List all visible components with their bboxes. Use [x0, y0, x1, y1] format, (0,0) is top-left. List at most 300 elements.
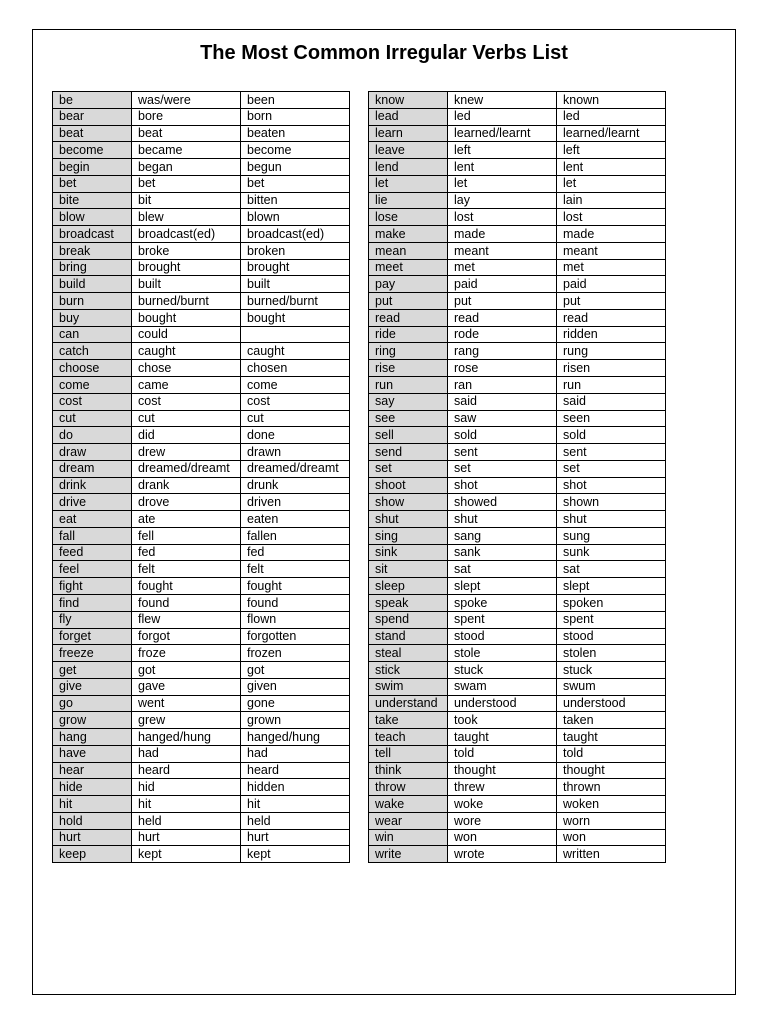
- past-participle-cell: done: [241, 427, 350, 444]
- past-simple-cell: showed: [448, 494, 557, 511]
- past-simple-cell: flew: [132, 611, 241, 628]
- table-row: [369, 527, 666, 544]
- table-row: [369, 729, 666, 746]
- past-participle-cell: left: [557, 142, 666, 159]
- past-participle-cell: shut: [557, 511, 666, 528]
- past-participle-cell: fed: [241, 544, 350, 561]
- table-row: [369, 762, 666, 779]
- table-row: [369, 745, 666, 762]
- table-row: [53, 343, 350, 360]
- base-form-cell: sing: [369, 527, 448, 544]
- past-simple-cell: rode: [448, 326, 557, 343]
- base-form-cell: drink: [53, 477, 132, 494]
- past-simple-cell: set: [448, 460, 557, 477]
- table-row: [369, 343, 666, 360]
- base-form-cell: break: [53, 242, 132, 259]
- base-form-cell: sell: [369, 427, 448, 444]
- past-simple-cell: threw: [448, 779, 557, 796]
- table-row: [53, 662, 350, 679]
- base-form-cell: hear: [53, 762, 132, 779]
- past-simple-cell: ran: [448, 377, 557, 394]
- table-row: [53, 695, 350, 712]
- past-participle-cell: been: [241, 92, 350, 109]
- past-participle-cell: kept: [241, 846, 350, 863]
- table-row: [369, 511, 666, 528]
- past-simple-cell: made: [448, 226, 557, 243]
- base-form-cell: wear: [369, 812, 448, 829]
- table-row: [369, 242, 666, 259]
- past-simple-cell: sent: [448, 444, 557, 461]
- table-row: [53, 812, 350, 829]
- table-row: [369, 796, 666, 813]
- past-participle-cell: sunk: [557, 544, 666, 561]
- past-participle-cell: thrown: [557, 779, 666, 796]
- past-participle-cell: seen: [557, 410, 666, 427]
- past-simple-cell: forgot: [132, 628, 241, 645]
- table-row: [53, 779, 350, 796]
- base-form-cell: blow: [53, 209, 132, 226]
- past-simple-cell: paid: [448, 276, 557, 293]
- base-form-cell: say: [369, 393, 448, 410]
- base-form-cell: sit: [369, 561, 448, 578]
- base-form-cell: do: [53, 427, 132, 444]
- past-participle-cell: caught: [241, 343, 350, 360]
- past-participle-cell: driven: [241, 494, 350, 511]
- past-participle-cell: bought: [241, 309, 350, 326]
- past-participle-cell: stolen: [557, 645, 666, 662]
- past-simple-cell: woke: [448, 796, 557, 813]
- past-simple-cell: bought: [132, 309, 241, 326]
- past-participle-cell: won: [557, 829, 666, 846]
- base-form-cell: fight: [53, 578, 132, 595]
- table-row: [53, 846, 350, 863]
- past-participle-cell: led: [557, 108, 666, 125]
- past-participle-cell: hurt: [241, 829, 350, 846]
- base-form-cell: bite: [53, 192, 132, 209]
- table-row: [53, 92, 350, 109]
- table-row: [369, 695, 666, 712]
- base-form-cell: make: [369, 226, 448, 243]
- past-participle-cell: gone: [241, 695, 350, 712]
- table-row: [369, 846, 666, 863]
- table-row: [369, 108, 666, 125]
- past-participle-cell: burned/burnt: [241, 293, 350, 310]
- past-simple-cell: brought: [132, 259, 241, 276]
- past-simple-cell: lost: [448, 209, 557, 226]
- table-row: [53, 159, 350, 176]
- table-row: [369, 175, 666, 192]
- past-participle-cell: forgotten: [241, 628, 350, 645]
- past-simple-cell: fed: [132, 544, 241, 561]
- past-participle-cell: grown: [241, 712, 350, 729]
- table-row: [53, 209, 350, 226]
- base-form-cell: tell: [369, 745, 448, 762]
- past-simple-cell: left: [448, 142, 557, 159]
- past-simple-cell: heard: [132, 762, 241, 779]
- base-form-cell: bear: [53, 108, 132, 125]
- past-participle-cell: worn: [557, 812, 666, 829]
- past-simple-cell: hit: [132, 796, 241, 813]
- past-participle-cell: rung: [557, 343, 666, 360]
- past-participle-cell: built: [241, 276, 350, 293]
- table-row: [53, 259, 350, 276]
- base-form-cell: feed: [53, 544, 132, 561]
- past-participle-cell: stuck: [557, 662, 666, 679]
- base-form-cell: have: [53, 745, 132, 762]
- table-row: [53, 226, 350, 243]
- table-row: [369, 628, 666, 645]
- base-form-cell: lead: [369, 108, 448, 125]
- table-row: [53, 326, 350, 343]
- table-row: [369, 142, 666, 159]
- past-simple-cell: burned/burnt: [132, 293, 241, 310]
- past-simple-cell: led: [448, 108, 557, 125]
- base-form-cell: come: [53, 377, 132, 394]
- past-simple-cell: fell: [132, 527, 241, 544]
- table-row: [369, 812, 666, 829]
- past-participle-cell: heard: [241, 762, 350, 779]
- base-form-cell: be: [53, 92, 132, 109]
- base-form-cell: see: [369, 410, 448, 427]
- past-simple-cell: saw: [448, 410, 557, 427]
- past-simple-cell: hanged/hung: [132, 729, 241, 746]
- table-row: [369, 192, 666, 209]
- table-row: [53, 628, 350, 645]
- base-form-cell: stick: [369, 662, 448, 679]
- past-simple-cell: became: [132, 142, 241, 159]
- past-simple-cell: bit: [132, 192, 241, 209]
- past-participle-cell: understood: [557, 695, 666, 712]
- table-row: [369, 494, 666, 511]
- past-simple-cell: read: [448, 309, 557, 326]
- past-simple-cell: put: [448, 293, 557, 310]
- base-form-cell: become: [53, 142, 132, 159]
- base-form-cell: spend: [369, 611, 448, 628]
- past-participle-cell: lent: [557, 159, 666, 176]
- base-form-cell: teach: [369, 729, 448, 746]
- table-row: [53, 175, 350, 192]
- table-row: [53, 293, 350, 310]
- past-simple-cell: drew: [132, 444, 241, 461]
- table-row: [369, 377, 666, 394]
- past-participle-cell: put: [557, 293, 666, 310]
- table-row: [369, 779, 666, 796]
- past-simple-cell: understood: [448, 695, 557, 712]
- past-simple-cell: did: [132, 427, 241, 444]
- base-form-cell: think: [369, 762, 448, 779]
- base-form-cell: choose: [53, 360, 132, 377]
- table-row: [369, 410, 666, 427]
- past-simple-cell: froze: [132, 645, 241, 662]
- past-simple-cell: caught: [132, 343, 241, 360]
- base-form-cell: pay: [369, 276, 448, 293]
- base-form-cell: forget: [53, 628, 132, 645]
- past-simple-cell: got: [132, 662, 241, 679]
- base-form-cell: lose: [369, 209, 448, 226]
- table-row: [369, 444, 666, 461]
- past-participle-cell: written: [557, 846, 666, 863]
- verbs-table-right: [368, 91, 666, 863]
- past-simple-cell: bet: [132, 175, 241, 192]
- base-form-cell: hang: [53, 729, 132, 746]
- base-form-cell: beat: [53, 125, 132, 142]
- past-simple-cell: chose: [132, 360, 241, 377]
- base-form-cell: drive: [53, 494, 132, 511]
- base-form-cell: grow: [53, 712, 132, 729]
- past-participle-cell: shown: [557, 494, 666, 511]
- base-form-cell: keep: [53, 846, 132, 863]
- past-participle-cell: born: [241, 108, 350, 125]
- past-participle-cell: cut: [241, 410, 350, 427]
- table-row: [53, 745, 350, 762]
- base-form-cell: get: [53, 662, 132, 679]
- table-row: [53, 427, 350, 444]
- past-participle-cell: sat: [557, 561, 666, 578]
- table-row: [53, 360, 350, 377]
- past-participle-cell: shot: [557, 477, 666, 494]
- past-participle-cell: had: [241, 745, 350, 762]
- past-simple-cell: stood: [448, 628, 557, 645]
- past-participle-cell: let: [557, 175, 666, 192]
- past-participle-cell: fought: [241, 578, 350, 595]
- past-simple-cell: sank: [448, 544, 557, 561]
- base-form-cell: give: [53, 678, 132, 695]
- past-simple-cell: met: [448, 259, 557, 276]
- base-form-cell: understand: [369, 695, 448, 712]
- table-row: [369, 712, 666, 729]
- table-row: [53, 393, 350, 410]
- base-form-cell: shoot: [369, 477, 448, 494]
- base-form-cell: broadcast: [53, 226, 132, 243]
- table-row: [369, 611, 666, 628]
- table-row: [53, 645, 350, 662]
- table-row: [53, 712, 350, 729]
- past-participle-cell: drunk: [241, 477, 350, 494]
- past-participle-cell: found: [241, 594, 350, 611]
- base-form-cell: put: [369, 293, 448, 310]
- table-row: [369, 393, 666, 410]
- base-form-cell: eat: [53, 511, 132, 528]
- past-simple-cell: went: [132, 695, 241, 712]
- base-form-cell: steal: [369, 645, 448, 662]
- base-form-cell: feel: [53, 561, 132, 578]
- base-form-cell: catch: [53, 343, 132, 360]
- base-form-cell: burn: [53, 293, 132, 310]
- table-row: [369, 561, 666, 578]
- past-simple-cell: blew: [132, 209, 241, 226]
- table-row: [53, 125, 350, 142]
- table-row: [369, 326, 666, 343]
- past-participle-cell: hanged/hung: [241, 729, 350, 746]
- past-participle-cell: taken: [557, 712, 666, 729]
- table-row: [53, 829, 350, 846]
- table-row: [53, 242, 350, 259]
- table-row: [369, 662, 666, 679]
- past-simple-cell: rang: [448, 343, 557, 360]
- past-simple-cell: sat: [448, 561, 557, 578]
- past-simple-cell: wore: [448, 812, 557, 829]
- past-simple-cell: beat: [132, 125, 241, 142]
- base-form-cell: hurt: [53, 829, 132, 846]
- past-simple-cell: shut: [448, 511, 557, 528]
- base-form-cell: bet: [53, 175, 132, 192]
- base-form-cell: run: [369, 377, 448, 394]
- past-simple-cell: said: [448, 393, 557, 410]
- table-row: [53, 611, 350, 628]
- past-participle-cell: set: [557, 460, 666, 477]
- base-form-cell: sleep: [369, 578, 448, 595]
- past-simple-cell: drove: [132, 494, 241, 511]
- past-simple-cell: spoke: [448, 594, 557, 611]
- table-row: [53, 678, 350, 695]
- base-form-cell: read: [369, 309, 448, 326]
- past-participle-cell: thought: [557, 762, 666, 779]
- past-simple-cell: cut: [132, 410, 241, 427]
- past-participle-cell: blown: [241, 209, 350, 226]
- base-form-cell: lend: [369, 159, 448, 176]
- base-form-cell: show: [369, 494, 448, 511]
- past-participle-cell: said: [557, 393, 666, 410]
- past-participle-cell: become: [241, 142, 350, 159]
- past-participle-cell: held: [241, 812, 350, 829]
- past-participle-cell: dreamed/dreamt: [241, 460, 350, 477]
- table-row: [369, 360, 666, 377]
- base-form-cell: bring: [53, 259, 132, 276]
- past-participle-cell: hidden: [241, 779, 350, 796]
- past-participle-cell: slept: [557, 578, 666, 595]
- table-row: [53, 578, 350, 595]
- past-participle-cell: learned/learnt: [557, 125, 666, 142]
- base-form-cell: fly: [53, 611, 132, 628]
- base-form-cell: meet: [369, 259, 448, 276]
- base-form-cell: dream: [53, 460, 132, 477]
- past-participle-cell: cost: [241, 393, 350, 410]
- table-row: [53, 108, 350, 125]
- base-form-cell: cut: [53, 410, 132, 427]
- past-simple-cell: hurt: [132, 829, 241, 846]
- past-simple-cell: swam: [448, 678, 557, 695]
- base-form-cell: let: [369, 175, 448, 192]
- base-form-cell: buy: [53, 309, 132, 326]
- past-participle-cell: sold: [557, 427, 666, 444]
- base-form-cell: win: [369, 829, 448, 846]
- past-participle-cell: frozen: [241, 645, 350, 662]
- past-simple-cell: ate: [132, 511, 241, 528]
- table-row: [369, 594, 666, 611]
- past-participle-cell: swum: [557, 678, 666, 695]
- past-participle-cell: spoken: [557, 594, 666, 611]
- table-row: [369, 544, 666, 561]
- past-simple-cell: taught: [448, 729, 557, 746]
- base-form-cell: learn: [369, 125, 448, 142]
- past-participle-cell: flown: [241, 611, 350, 628]
- past-participle-cell: broken: [241, 242, 350, 259]
- table-row: [369, 259, 666, 276]
- table-row: [369, 309, 666, 326]
- base-form-cell: know: [369, 92, 448, 109]
- past-participle-cell: ridden: [557, 326, 666, 343]
- table-row: [53, 561, 350, 578]
- past-participle-cell: meant: [557, 242, 666, 259]
- past-participle-cell: lost: [557, 209, 666, 226]
- table-row: [369, 678, 666, 695]
- past-simple-cell: dreamed/dreamt: [132, 460, 241, 477]
- past-participle-cell: begun: [241, 159, 350, 176]
- past-simple-cell: grew: [132, 712, 241, 729]
- past-simple-cell: spent: [448, 611, 557, 628]
- table-row: [53, 544, 350, 561]
- base-form-cell: cost: [53, 393, 132, 410]
- past-participle-cell: brought: [241, 259, 350, 276]
- table-row: [369, 427, 666, 444]
- base-form-cell: ride: [369, 326, 448, 343]
- past-participle-cell: taught: [557, 729, 666, 746]
- past-simple-cell: had: [132, 745, 241, 762]
- base-form-cell: freeze: [53, 645, 132, 662]
- base-form-cell: go: [53, 695, 132, 712]
- past-participle-cell: sent: [557, 444, 666, 461]
- base-form-cell: rise: [369, 360, 448, 377]
- table-row: [369, 226, 666, 243]
- past-participle-cell: told: [557, 745, 666, 762]
- past-participle-cell: got: [241, 662, 350, 679]
- past-simple-cell: rose: [448, 360, 557, 377]
- table-row: [53, 511, 350, 528]
- table-row: [53, 494, 350, 511]
- past-participle-cell: fallen: [241, 527, 350, 544]
- base-form-cell: speak: [369, 594, 448, 611]
- base-form-cell: find: [53, 594, 132, 611]
- past-participle-cell: [241, 326, 350, 343]
- table-row: [53, 192, 350, 209]
- table-row: [53, 444, 350, 461]
- past-simple-cell: lent: [448, 159, 557, 176]
- base-form-cell: set: [369, 460, 448, 477]
- past-simple-cell: felt: [132, 561, 241, 578]
- base-form-cell: fall: [53, 527, 132, 544]
- base-form-cell: send: [369, 444, 448, 461]
- base-form-cell: hit: [53, 796, 132, 813]
- past-simple-cell: hid: [132, 779, 241, 796]
- past-simple-cell: sold: [448, 427, 557, 444]
- table-row: [53, 377, 350, 394]
- past-participle-cell: read: [557, 309, 666, 326]
- past-simple-cell: drank: [132, 477, 241, 494]
- past-simple-cell: let: [448, 175, 557, 192]
- table-row: [369, 829, 666, 846]
- past-participle-cell: bitten: [241, 192, 350, 209]
- base-form-cell: ring: [369, 343, 448, 360]
- past-simple-cell: could: [132, 326, 241, 343]
- past-simple-cell: was/were: [132, 92, 241, 109]
- base-form-cell: hide: [53, 779, 132, 796]
- past-simple-cell: knew: [448, 92, 557, 109]
- base-form-cell: can: [53, 326, 132, 343]
- past-simple-cell: thought: [448, 762, 557, 779]
- past-participle-cell: hit: [241, 796, 350, 813]
- base-form-cell: wake: [369, 796, 448, 813]
- past-simple-cell: stuck: [448, 662, 557, 679]
- table-row: [53, 309, 350, 326]
- base-form-cell: sink: [369, 544, 448, 561]
- table-row: [369, 645, 666, 662]
- verbs-table-left: [52, 91, 350, 863]
- base-form-cell: build: [53, 276, 132, 293]
- past-simple-cell: meant: [448, 242, 557, 259]
- past-participle-cell: come: [241, 377, 350, 394]
- base-form-cell: hold: [53, 812, 132, 829]
- past-simple-cell: lay: [448, 192, 557, 209]
